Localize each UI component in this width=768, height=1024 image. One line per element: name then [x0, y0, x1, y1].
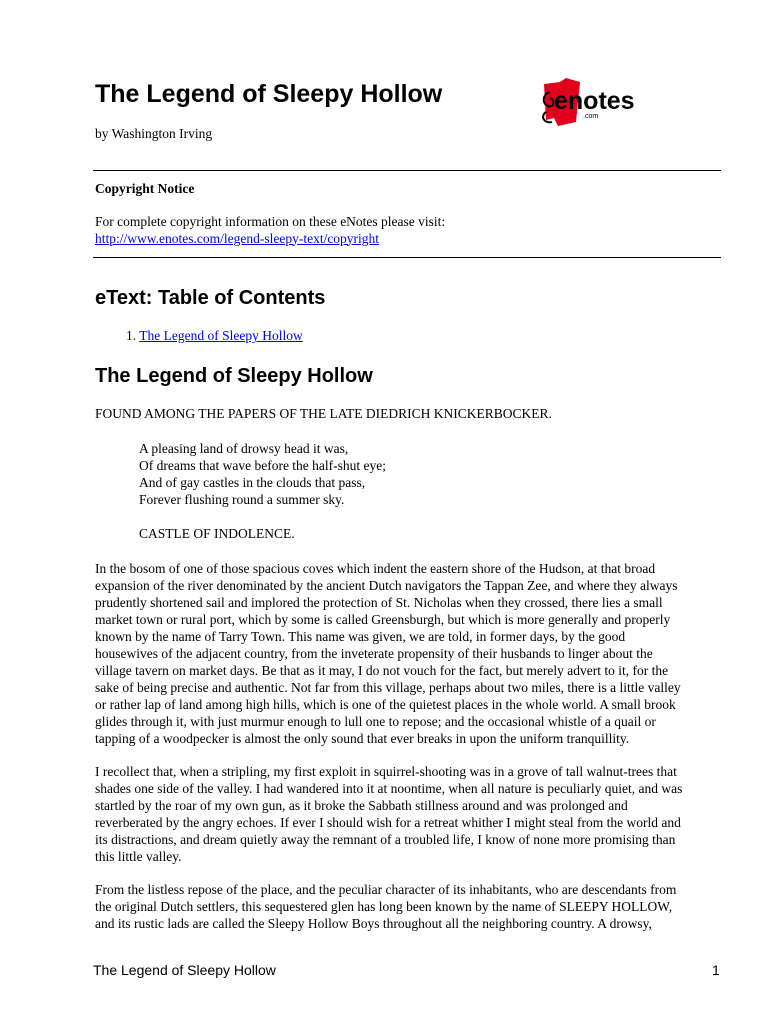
paragraph-line: sake of being precise and authentic. Not far from this village, perhaps about two miles, there is a little valley: [95, 680, 681, 695]
toc-item: [126, 328, 303, 344]
paragraph-line: I recollect that, when a stripling, my first exploit in squirrel-shooting was in a grove of tall walnut-trees that: [95, 764, 677, 779]
paragraph-line: reverberated by the angry echoes. If ever I should wish for a retreat whither I might steal from the world and: [95, 815, 681, 830]
paragraph-line: shades one side of the valley. I had wandered into it at noontime, when all nature is peculiarly quiet, and was: [95, 781, 683, 796]
paragraph-line: known by the name of Tarry Town. This name was given, we are told, in former days, by the good: [95, 629, 626, 644]
copyright-text: For complete copyright information on these eNotes please visit:: [95, 214, 446, 229]
enotes-logo[interactable]: [536, 78, 656, 130]
paragraph-line: market town or rural port, which by some is called Greensburgh, but which is more generally and properly: [95, 612, 671, 627]
verse-line: Of dreams that wave before the half-shut eye;: [139, 458, 387, 473]
author-byline: by Washington Irving: [95, 126, 213, 141]
copyright-link[interactable]: http://www.enotes.com/legend-sleepy-text/copyright: [95, 230, 380, 246]
paragraph-line: From the listless repose of the place, and the peculiar character of its inhabitants, who are descendants from: [95, 882, 677, 897]
copyright-block: [95, 214, 445, 247]
verse-line: A pleasing land of drowsy head it was,: [139, 441, 349, 456]
page-number: 1: [712, 962, 720, 978]
body-paragraph: [95, 763, 725, 865]
paragraph-line: glides through it, with just murmur enough to lull one to repose; and the occasional whistle of a quail or: [95, 714, 656, 729]
copyright-heading: Copyright Notice: [95, 181, 195, 196]
paragraph-line: tapping of a woodpecker is almost the only sound that ever breaks in upon the uniform tranquillity.: [95, 731, 630, 746]
paragraph-line: this little valley.: [95, 849, 182, 864]
found-line: FOUND AMONG THE PAPERS OF THE LATE DIEDRICH KNICKERBOCKER.: [95, 406, 552, 421]
toc-list: [126, 328, 303, 344]
logo-wordmark: enotes: [554, 87, 635, 115]
paragraph-line: the original Dutch settlers, this sequestered glen has long been known by the name of SLEEPY HOLLOW,: [95, 899, 673, 914]
toc-item-number: 1.: [126, 328, 137, 343]
body-paragraph: [95, 881, 725, 932]
paragraph-line: housewives of the adjacent country, from the inveterate propensity of their husbands to linger about the: [95, 646, 653, 661]
divider-top: [93, 170, 721, 171]
footer-title: The Legend of Sleepy Hollow: [93, 962, 276, 978]
divider-bottom: [93, 257, 721, 258]
paragraph-line: or rather lap of land among high hills, which is one of the quietest places in the whole world. A small brook: [95, 697, 676, 712]
verse-line: Forever flushing round a summer sky.: [139, 492, 345, 507]
verse-block: [139, 440, 386, 508]
toc-title: eText: Table of Contents: [95, 287, 326, 309]
verse-attribution: CASTLE OF INDOLENCE.: [139, 526, 295, 541]
verse-line: And of gay castles in the clouds that pass,: [139, 475, 366, 490]
section-title: The Legend of Sleepy Hollow: [95, 365, 373, 387]
document-title: The Legend of Sleepy Hollow: [95, 80, 443, 108]
body-paragraph: [95, 560, 725, 747]
paragraph-line: In the bosom of one of those spacious coves which indent the eastern shore of the Hudson, at that broad: [95, 561, 656, 576]
paragraph-line: and its rustic lads are called the Sleepy Hollow Boys throughout all the neighboring country. A drowsy,: [95, 916, 652, 931]
paragraph-line: its distractions, and dream quietly away the remnant of a troubled life, I know of none more promising than: [95, 832, 676, 847]
paragraph-line: startled by the roar of my own gun, as it broke the Sabbath stillness around and was prolonged and: [95, 798, 628, 813]
paragraph-line: village tavern on market days. Be that as it may, I do not vouch for the fact, but merely advert to it, for the: [95, 663, 669, 678]
paragraph-line: prudently shortened sail and implored the protection of St. Nicholas when they crossed, there lies a small: [95, 595, 663, 610]
logo-dotcom: .com: [583, 113, 599, 120]
toc-item-link[interactable]: The Legend of Sleepy Hollow: [139, 328, 303, 343]
paragraph-line: expansion of the river denominated by the ancient Dutch navigators the Tappan Zee, and where they always: [95, 578, 678, 593]
